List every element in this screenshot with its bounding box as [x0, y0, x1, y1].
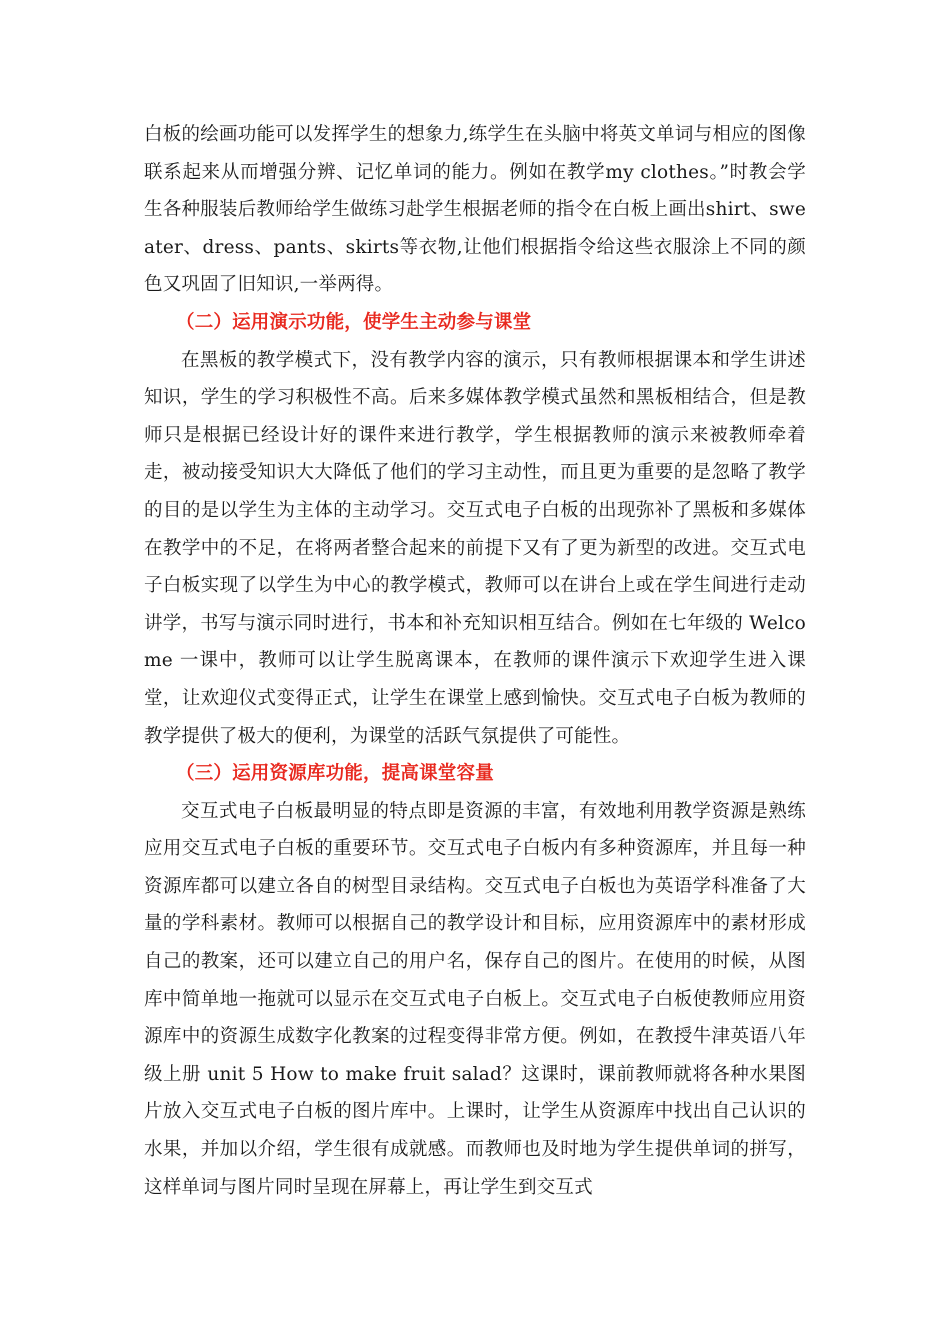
- section-3-paragraph: 交互式电子白板最明显的特点即是资源的丰富，有效地利用教学资源是熟练应用交互式电子白板的重要环节。交互式电子白板内有多种资源库，并且每一种资源库都可以建立各自的树型目录结构。交互式电子白板也为英语学科准备了大量的学科素材。教师可以根据自己的教学设计和目标，应用资源库中的素材形成自己的教案，还可以建立自己的用户名，保存自己的图片。在使用的时候，从图库中简单地一拖就可以显示在交互式电子白板上。交互式电子白板使教师应用资源库中的资源生成数字化教案的过程变得非常方便。例如，在教授牛津英语八年级上册 unit 5 How to make fruit salad？这课时，课前教师就将各种水果图片放入交互式电子白板的图片库中。上课时，让学生从资源库中找出自己认识的水果，并加以介绍，学生很有成就感。而教师也及时地为学生提供单词的拼写，这样单词与图片同时呈现在屏幕上，再让学生到交互式: [144, 800, 806, 1198]
- section-2-heading: （二）运用演示功能，使学生主动参与课堂: [176, 311, 532, 333]
- section-2-paragraph: 在黑板的教学模式下，没有教学内容的演示，只有教师根据课本和学生讲述知识，学生的学习积极性不高。后来多媒体教学模式虽然和黑板相结合，但是教师只是根据已经设计好的课件来进行教学，学生根据教师的演示来被教师牵着走，被动接受知识大大降低了他们的学习主动性，而且更为重要的是忽略了教学的目的是以学生为主体的主动学习。交互式电子白板的出现弥补了黑板和多媒体在教学中的不足，在将两者整合起来的前提下又有了更为新型的改进。交互式电子白板实现了以学生为中心的教学模式，教师可以在讲台上或在学生间进行走动讲学，书写与演示同时进行，书本和补充知识相互结合。例如在七年级的 Welcome 一课中，教师可以让学生脱离课本，在教师的课件演示下欢迎学生进入课堂，让欢迎仪式变得正式，让学生在课堂上感到愉快。交互式电子白板为教师的教学提供了极大的便利，为课堂的活跃气氛提供了可能性。: [144, 349, 806, 747]
- intro-paragraph: 白板的绘画功能可以发挥学生的想象力,练学生在头脑中将英文单词与相应的图像联系起来从而增强分辨、记忆单词的能力。例如在教学my clothes。”时教会学生各种服装后教师给学生做练习赴学生根据老师的指令在白板上画出shirt、sweater、dress、pants、skirts等衣物,让他们根据指令给这些衣服涂上不同的颜色又巩固了旧知识,一举两得。: [144, 124, 806, 296]
- document-body: [144, 116, 806, 1206]
- section-3-heading: （三）运用资源库功能，提高课堂容量: [176, 763, 494, 785]
